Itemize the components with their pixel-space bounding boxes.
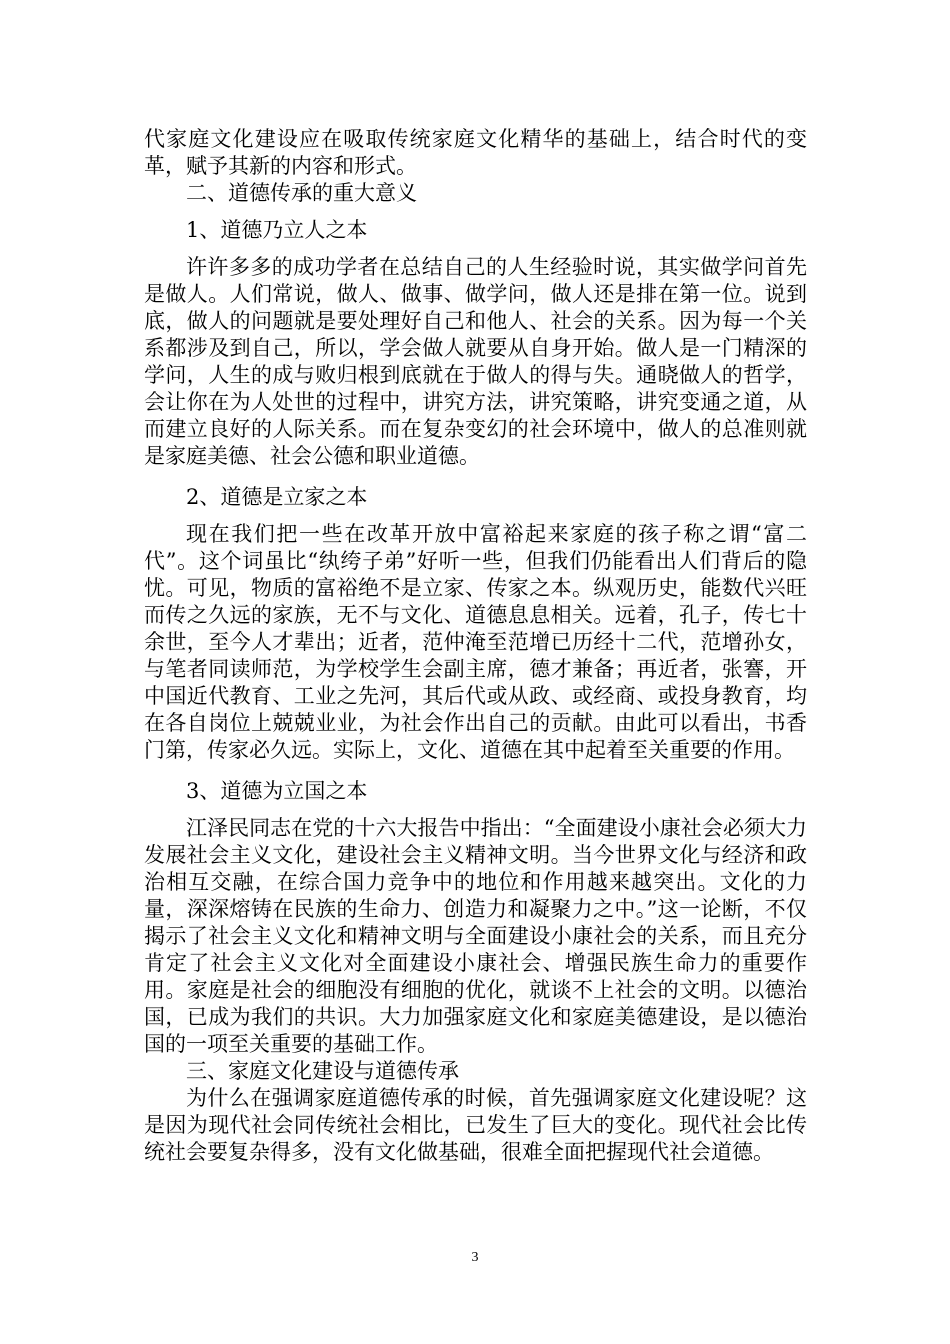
section-3-paragraph: 为什么在强调家庭道德传承的时候，首先强调家庭文化建设呢？这是因为现代社会同传统社会相比，已发生了巨大的变化。现代社会比传统社会要复杂得多，没有文化做基础，很难全面把握现代社会道德。	[144, 1086, 807, 1164]
subsection-3-paragraph: 江泽民同志在党的十六大报告中指出：“全面建设小康社会必须大力发展社会主义文化，建设社会主义精神文明。当今世界文化与经济和政治相互交融，在综合国力竞争中的地位和作用越来越突出。文化的力量，深深熔铸在民族的生命力、创造力和凝聚力之中。”这一论断，不仅揭示了社会主义文化和精神文明与全面建设小康社会的关系，而且充分肯定了社会主义文化对全面建设小康社会、增强民族生命力的重要作用。家庭是社会的细胞没有细胞的优化，就谈不上社会的文明。以德治国，已成为我们的共识。大力加强家庭文化和家庭美德建设，是以德治国的一项至关重要的基础工作。	[144, 816, 807, 1056]
subsection-3-heading: 3、道德为立国之本	[186, 779, 368, 803]
section-3-heading: 三、家庭文化建设与道德传承	[186, 1059, 459, 1083]
subsection-2-paragraph: 现在我们把一些在改革开放中富裕起来家庭的孩子称之谓“富二代”。这个词虽比“纨绔子弟”好听一些，但我们仍能看出人们背后的隐忧。可见，物质的富裕绝不是立家、传家之本。纵观历史，能数代兴旺而传之久远的家族，无不与文化、道德息息相关。远着，孔子，传七十余世，至今人才辈出；近者，范仲淹至范增已历经十二代，范增孙女，与笔者同读师范，为学校学生会副主席，德才兼备；再近者，张謇，开中国近代教育、工业之先河，其后代或从政、或经商、或投身教育，均在各自岗位上兢兢业业，为社会作出自己的贡献。由此可以看出，书香门第，传家必久远。实际上，文化、道德在其中起着至关重要的作用。	[144, 522, 807, 762]
subsection-1-paragraph: 许许多多的成功学者在总结自己的人生经验时说，其实做学问首先是做人。人们常说，做人、做事、做学问，做人还是排在第一位。说到底，做人的问题就是要处理好自己和他人、社会的关系。因为每一个关系都涉及到自己，所以，学会做人就要从自身开始。做人是一门精深的学问，人生的成与败归根到底就在于做人的得与失。通晓做人的哲学，会让你在为人处世的过程中，讲究方法，讲究策略，讲究变通之道，从而建立良好的人际关系。而在复杂变幻的社会环境中，做人的总准则就是家庭美德、社会公德和职业道德。	[144, 255, 807, 468]
page-number: 3	[471, 1250, 479, 1265]
intro-paragraph: 代家庭文化建设应在吸取传统家庭文化精华的基础上，结合时代的变革，赋予其新的内容和形式。	[144, 127, 807, 178]
section-2-heading: 二、道德传承的重大意义	[186, 181, 417, 205]
document-body	[144, 126, 807, 1166]
subsection-2-heading: 2、道德是立家之本	[186, 485, 368, 509]
subsection-1-heading: 1、道德乃立人之本	[186, 218, 368, 242]
